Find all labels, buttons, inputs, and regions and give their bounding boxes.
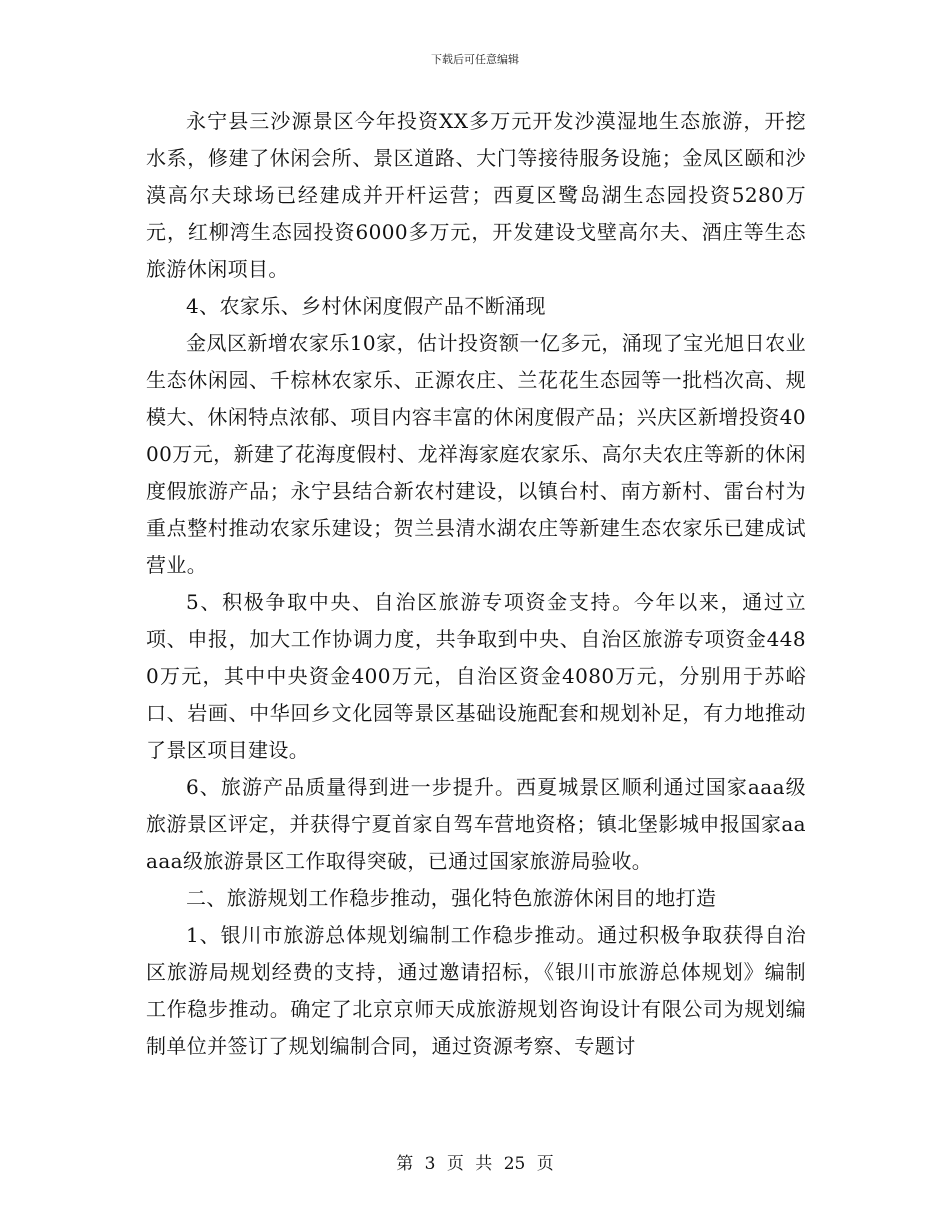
paragraph-jinfeng-farmhouse: 金凤区新增农家乐10家，估计投资额一亿多元，涌现了宝光旭日农业生态休闲园、千棕林农家乐、正源农庄、兰花花生态园等一批档次高、规模大、休闲特点浓郁、项目内容丰富的休闲度假产品；兴庆区新增投资4000万元，新建了花海度假村、龙祥海家庭农家乐、高尔夫农庄等新的休闲度假旅游产品；永宁县结合新农村建设，以镇台村、南方新村、雷台村为重点整村推动农家乐建设；贺兰县清水湖农庄等新建生态农家乐已建成试营业。 (146, 331, 806, 577)
paragraph-sansha-scenic-area: 永宁县三沙源景区今年投资XX多万元开发沙漠湿地生态旅游，开挖水系，修建了休闲会所、景区道路、大门等接待服务设施；金凤区颐和沙漠高尔夫球场已经建成并开杆运营；西夏区鹭岛湖生态园投资5280万元，红柳湾生态园投资6000多万元，开发建设戈壁高尔夫、酒庄等生态旅游休闲项目。 (146, 109, 806, 281)
paragraph-heading-planning: 二、旅游规划工作稳步推动，强化特色旅游休闲目的地打造 (186, 886, 717, 910)
paragraph-product-quality: 6、旅游产品质量得到进一步提升。西夏城景区顺利通过国家aaa级旅游景区评定，并获得宁夏首家自驾车营地资格；镇北堡影城申报国家aaaaa级旅游景区工作取得突破，已通过国家旅游局验收。 (146, 775, 806, 873)
document-body (146, 103, 806, 1065)
paragraph-special-funds: 5、积极争取中央、自治区旅游专项资金支持。今年以来，通过立项、申报，加大工作协调力度，共争取到中央、自治区旅游专项资金4480万元，其中中央资金400万元，自治区资金4080万元，分别用于苏峪口、岩画、中华回乡文化园等景区基础设施配套和规划补足，有力地推动了景区项目建设。 (146, 590, 806, 762)
paragraph-heading-farmhouse: 4、农家乐、乡村休闲度假产品不断涌现 (186, 294, 546, 318)
page-header: 下载后可任意编辑 (431, 53, 519, 66)
paragraph-master-plan: 1、银川市旅游总体规划编制工作稳步推动。通过积极争取获得自治区旅游局规划经费的支持，通过邀请招标，《银川市旅游总体规划》编制工作稳步推动。确定了北京京师天成旅游规划咨询设计有限公司为规划编制单位并签订了规划编制合同，通过资源考察、专题讨 (146, 923, 806, 1058)
page-footer: 第 3 页 共 25 页 (396, 1154, 554, 1174)
